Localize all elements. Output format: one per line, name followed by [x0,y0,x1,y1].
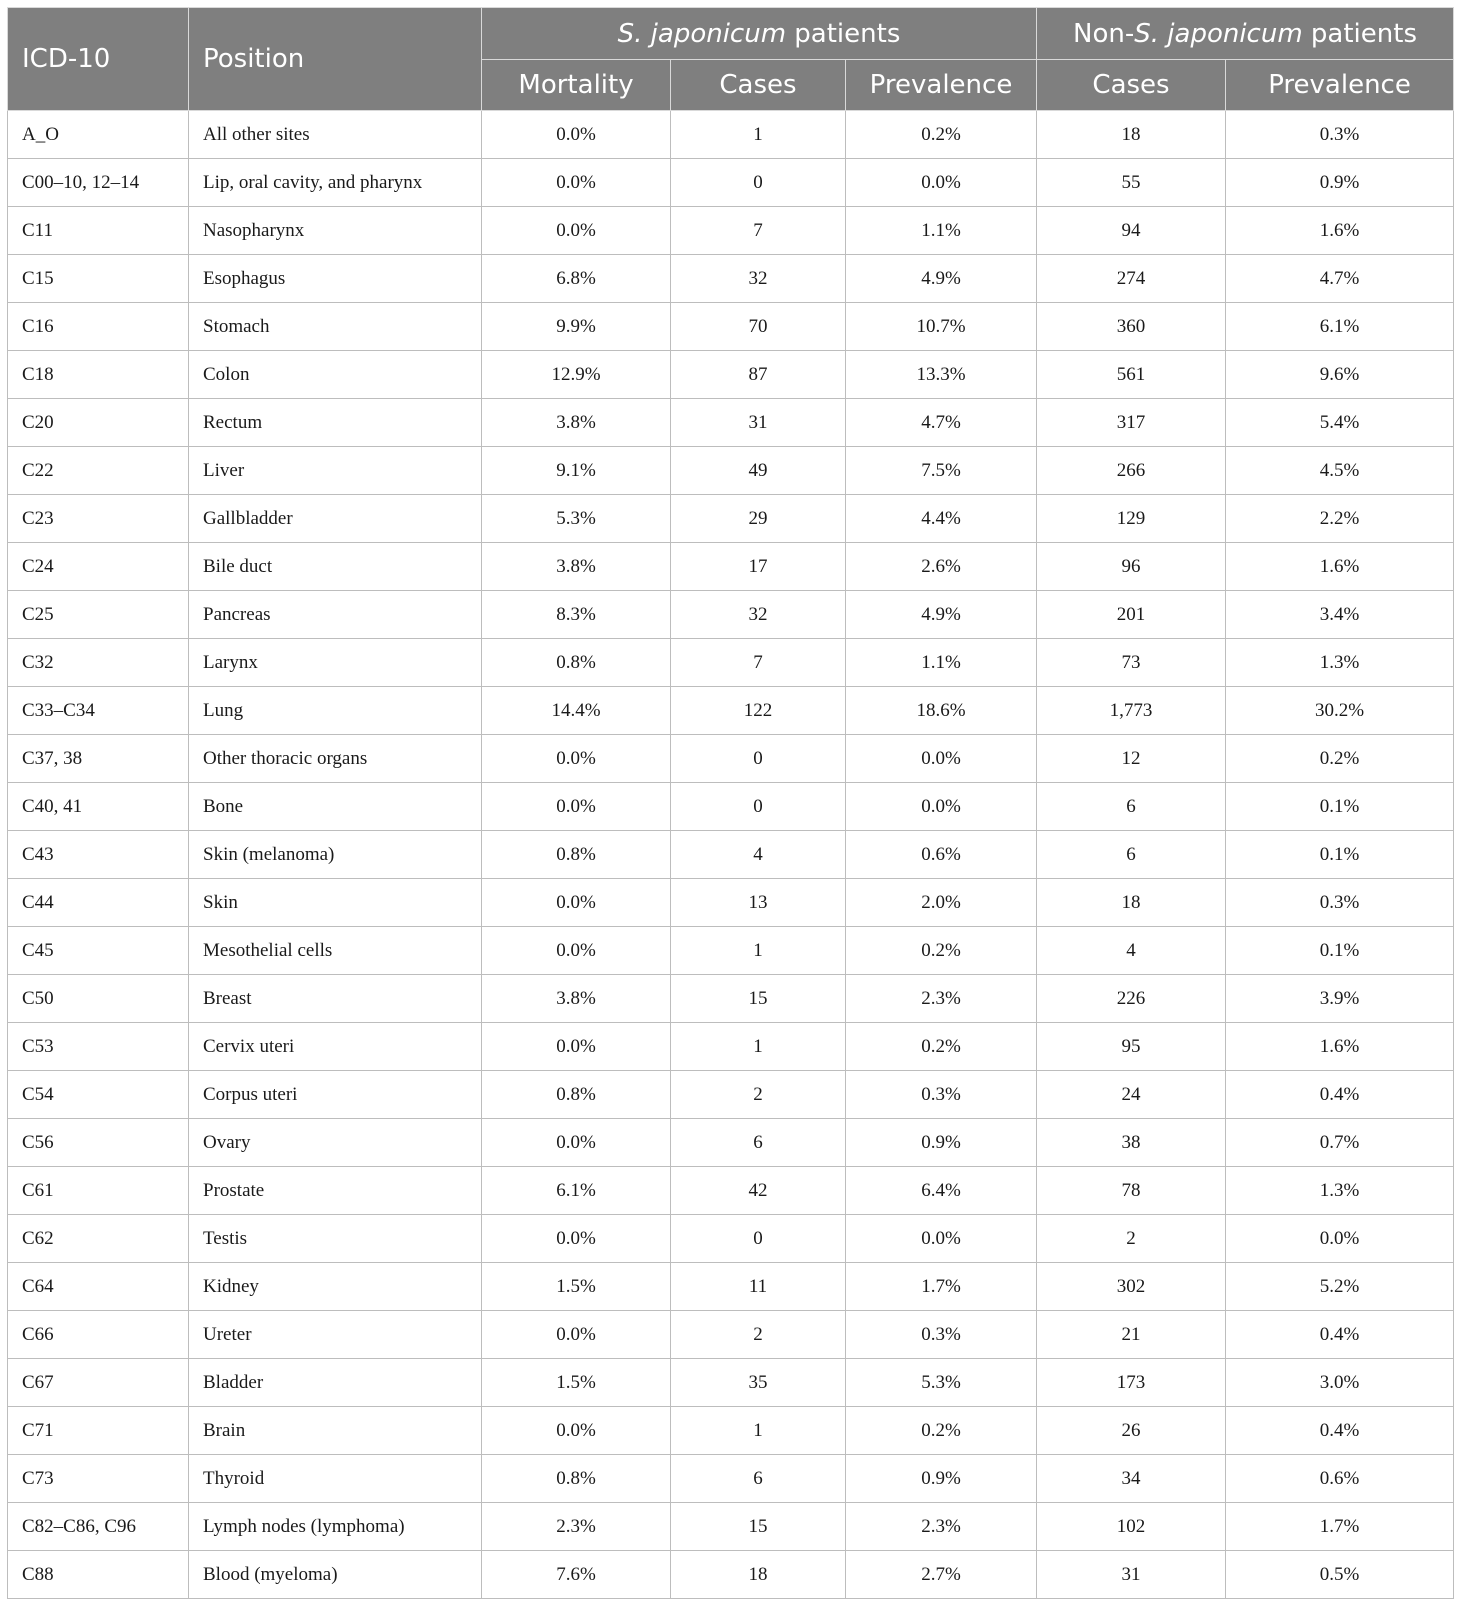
cell-sj-prevalence: 0.6% [846,831,1037,879]
cell-sj-cases: 11 [671,1263,846,1311]
cell-icd: C16 [8,303,189,351]
cell-sj-mortality: 1.5% [482,1263,671,1311]
cell-sj-prevalence: 13.3% [846,351,1037,399]
table-row [8,447,1454,495]
cell-non-cases: 55 [1037,159,1226,207]
cell-non-cases: 129 [1037,495,1226,543]
cell-icd: C11 [8,207,189,255]
cell-sj-mortality: 0.0% [482,1311,671,1359]
cell-position: Testis [189,1215,482,1263]
cell-sj-prevalence: 0.2% [846,1023,1037,1071]
cell-sj-mortality: 3.8% [482,543,671,591]
cell-non-cases: 173 [1037,1359,1226,1407]
table-row [8,687,1454,735]
cell-position: Pancreas [189,591,482,639]
cell-non-prevalence: 1.3% [1226,1167,1454,1215]
cell-sj-mortality: 5.3% [482,495,671,543]
cell-sj-prevalence: 4.4% [846,495,1037,543]
cell-non-cases: 317 [1037,399,1226,447]
cell-position: Bladder [189,1359,482,1407]
table-row [8,1071,1454,1119]
cell-sj-prevalence: 7.5% [846,447,1037,495]
cell-non-prevalence: 0.1% [1226,831,1454,879]
cell-sj-cases: 13 [671,879,846,927]
cell-sj-prevalence: 4.9% [846,591,1037,639]
header-sj-italic: S. japonicum [617,18,787,49]
cell-sj-cases: 32 [671,591,846,639]
cell-sj-prevalence: 2.3% [846,975,1037,1023]
cell-icd: C82–C86, C96 [8,1503,189,1551]
cell-position: Bile duct [189,543,482,591]
cell-sj-cases: 4 [671,831,846,879]
cell-non-cases: 102 [1037,1503,1226,1551]
header-non-sj-group [1037,8,1454,60]
cell-position: All other sites [189,111,482,159]
cell-sj-mortality: 3.8% [482,399,671,447]
cell-sj-cases: 1 [671,927,846,975]
cell-non-prevalence: 1.3% [1226,639,1454,687]
cell-non-cases: 73 [1037,639,1226,687]
cell-sj-mortality: 0.0% [482,207,671,255]
cell-non-prevalence: 30.2% [1226,687,1454,735]
cell-sj-mortality: 0.0% [482,927,671,975]
cell-icd: C33–C34 [8,687,189,735]
cell-sj-prevalence: 5.3% [846,1359,1037,1407]
table-row [8,831,1454,879]
table-row [8,399,1454,447]
cell-non-cases: 6 [1037,831,1226,879]
cell-position: Brain [189,1407,482,1455]
cell-non-cases: 34 [1037,1455,1226,1503]
cell-sj-prevalence: 2.0% [846,879,1037,927]
cell-position: Rectum [189,399,482,447]
cell-sj-cases: 31 [671,399,846,447]
cell-sj-cases: 2 [671,1311,846,1359]
cell-non-prevalence: 0.1% [1226,783,1454,831]
cell-sj-mortality: 8.3% [482,591,671,639]
cell-non-prevalence: 5.4% [1226,399,1454,447]
cell-sj-cases: 32 [671,255,846,303]
table-row [8,879,1454,927]
table-row [8,639,1454,687]
table-row [8,1455,1454,1503]
cell-non-cases: 6 [1037,783,1226,831]
cell-sj-mortality: 0.8% [482,831,671,879]
cell-position: Prostate [189,1167,482,1215]
cell-icd: C73 [8,1455,189,1503]
cell-sj-prevalence: 1.7% [846,1263,1037,1311]
cell-sj-prevalence: 10.7% [846,303,1037,351]
cell-non-prevalence: 0.9% [1226,159,1454,207]
cell-icd: C22 [8,447,189,495]
cell-non-cases: 24 [1037,1071,1226,1119]
table-row [8,351,1454,399]
cell-sj-prevalence: 4.9% [846,255,1037,303]
cell-sj-cases: 7 [671,207,846,255]
cell-sj-prevalence: 0.3% [846,1311,1037,1359]
header-non-rest: patients [1302,18,1417,49]
cell-sj-mortality: 14.4% [482,687,671,735]
cell-non-cases: 38 [1037,1119,1226,1167]
cell-sj-cases: 0 [671,1215,846,1263]
cell-sj-cases: 6 [671,1119,846,1167]
cell-position: Liver [189,447,482,495]
cell-non-cases: 302 [1037,1263,1226,1311]
cell-icd: C62 [8,1215,189,1263]
cell-sj-mortality: 2.3% [482,1503,671,1551]
cell-non-prevalence: 0.4% [1226,1071,1454,1119]
table-row [8,1311,1454,1359]
cell-non-prevalence: 0.4% [1226,1407,1454,1455]
cell-sj-cases: 0 [671,783,846,831]
cell-non-prevalence: 2.2% [1226,495,1454,543]
cell-position: Gallbladder [189,495,482,543]
cell-sj-cases: 1 [671,111,846,159]
cell-icd: C37, 38 [8,735,189,783]
cell-non-cases: 21 [1037,1311,1226,1359]
cell-sj-cases: 15 [671,1503,846,1551]
cell-icd: C54 [8,1071,189,1119]
cell-non-prevalence: 1.6% [1226,1023,1454,1071]
table-row [8,1407,1454,1455]
cell-sj-cases: 87 [671,351,846,399]
cell-sj-prevalence: 6.4% [846,1167,1037,1215]
cell-sj-mortality: 0.8% [482,1455,671,1503]
cell-non-cases: 4 [1037,927,1226,975]
cell-non-prevalence: 4.7% [1226,255,1454,303]
cell-sj-mortality: 0.0% [482,1119,671,1167]
table-row [8,927,1454,975]
cell-sj-cases: 42 [671,1167,846,1215]
cell-sj-prevalence: 4.7% [846,399,1037,447]
cell-position: Lung [189,687,482,735]
cell-sj-cases: 18 [671,1551,846,1599]
cell-non-cases: 94 [1037,207,1226,255]
cell-position: Corpus uteri [189,1071,482,1119]
cell-non-prevalence: 1.6% [1226,207,1454,255]
cell-non-cases: 26 [1037,1407,1226,1455]
cell-icd: C24 [8,543,189,591]
cell-sj-mortality: 0.0% [482,1407,671,1455]
cell-sj-cases: 2 [671,1071,846,1119]
cell-sj-prevalence: 2.7% [846,1551,1037,1599]
cell-non-prevalence: 0.3% [1226,879,1454,927]
cell-sj-prevalence: 0.3% [846,1071,1037,1119]
table-row [8,1263,1454,1311]
cell-sj-prevalence: 0.2% [846,927,1037,975]
table-row [8,735,1454,783]
cell-position: Breast [189,975,482,1023]
table-header [8,8,1454,111]
cell-icd: C64 [8,1263,189,1311]
header-sj-prevalence: Prevalence [846,60,1037,111]
cell-non-prevalence: 5.2% [1226,1263,1454,1311]
cell-sj-mortality: 9.9% [482,303,671,351]
table-row [8,783,1454,831]
header-non-prefix: Non- [1073,18,1135,49]
table-row [8,1551,1454,1599]
header-position: Position [189,8,482,111]
cell-position: Ovary [189,1119,482,1167]
cell-sj-prevalence: 0.2% [846,1407,1037,1455]
cell-sj-prevalence: 2.3% [846,1503,1037,1551]
cell-sj-prevalence: 1.1% [846,207,1037,255]
cell-sj-mortality: 9.1% [482,447,671,495]
cell-position: Nasopharynx [189,207,482,255]
cell-non-prevalence: 0.1% [1226,927,1454,975]
cell-sj-prevalence: 0.2% [846,111,1037,159]
table-row [8,495,1454,543]
header-sj-rest: patients [786,18,901,49]
cell-sj-prevalence: 0.9% [846,1455,1037,1503]
cell-position: Other thoracic organs [189,735,482,783]
cell-sj-cases: 70 [671,303,846,351]
cell-sj-mortality: 0.0% [482,1215,671,1263]
cell-position: Cervix uteri [189,1023,482,1071]
cell-icd: C56 [8,1119,189,1167]
cell-icd: C40, 41 [8,783,189,831]
header-non-italic: S. japonicum [1134,18,1303,49]
cell-position: Lip, oral cavity, and pharynx [189,159,482,207]
cell-non-cases: 274 [1037,255,1226,303]
cell-non-prevalence: 9.6% [1226,351,1454,399]
cell-position: Blood (myeloma) [189,1551,482,1599]
cell-position: Kidney [189,1263,482,1311]
cell-sj-mortality: 1.5% [482,1359,671,1407]
cell-position: Bone [189,783,482,831]
cell-non-prevalence: 0.3% [1226,111,1454,159]
cell-icd: C23 [8,495,189,543]
cell-icd: C15 [8,255,189,303]
cell-icd: C45 [8,927,189,975]
cell-non-cases: 266 [1037,447,1226,495]
cell-position: Esophagus [189,255,482,303]
cell-position: Ureter [189,1311,482,1359]
cell-position: Skin (melanoma) [189,831,482,879]
cancer-table-container [7,7,1453,1599]
header-sj-group [482,8,1037,60]
cell-sj-prevalence: 18.6% [846,687,1037,735]
cell-position: Thyroid [189,1455,482,1503]
cell-sj-cases: 1 [671,1023,846,1071]
header-sj-cases: Cases [671,60,846,111]
header-non-prevalence: Prevalence [1226,60,1454,111]
cell-sj-cases: 0 [671,735,846,783]
cell-non-prevalence: 3.4% [1226,591,1454,639]
cell-sj-mortality: 0.0% [482,783,671,831]
table-row [8,207,1454,255]
cell-icd: C88 [8,1551,189,1599]
table-row [8,591,1454,639]
cell-position: Larynx [189,639,482,687]
table-row [8,159,1454,207]
cell-sj-cases: 15 [671,975,846,1023]
header-icd: ICD-10 [8,8,189,111]
table-row [8,975,1454,1023]
cell-icd: C67 [8,1359,189,1407]
cell-sj-mortality: 0.8% [482,1071,671,1119]
cell-non-cases: 78 [1037,1167,1226,1215]
cell-non-cases: 2 [1037,1215,1226,1263]
cell-sj-prevalence: 0.0% [846,783,1037,831]
cell-position: Lymph nodes (lymphoma) [189,1503,482,1551]
table-row [8,1023,1454,1071]
cell-non-cases: 31 [1037,1551,1226,1599]
cell-non-prevalence: 4.5% [1226,447,1454,495]
cell-sj-prevalence: 0.0% [846,1215,1037,1263]
cell-sj-cases: 6 [671,1455,846,1503]
table-row [8,255,1454,303]
cell-sj-cases: 1 [671,1407,846,1455]
cell-non-prevalence: 1.6% [1226,543,1454,591]
cancer-prevalence-table [7,7,1454,1599]
cell-icd: C20 [8,399,189,447]
cell-sj-cases: 0 [671,159,846,207]
cell-sj-cases: 17 [671,543,846,591]
cell-non-prevalence: 0.5% [1226,1551,1454,1599]
table-row [8,1119,1454,1167]
cell-sj-mortality: 0.0% [482,1023,671,1071]
cell-sj-mortality: 0.0% [482,111,671,159]
cell-sj-cases: 49 [671,447,846,495]
cell-icd: C00–10, 12–14 [8,159,189,207]
cell-icd: C53 [8,1023,189,1071]
cell-icd: C50 [8,975,189,1023]
cell-icd: C18 [8,351,189,399]
cell-position: Skin [189,879,482,927]
cell-sj-cases: 122 [671,687,846,735]
table-row [8,543,1454,591]
table-row [8,303,1454,351]
header-non-cases: Cases [1037,60,1226,111]
cell-sj-mortality: 3.8% [482,975,671,1023]
cell-non-cases: 561 [1037,351,1226,399]
cell-non-prevalence: 0.0% [1226,1215,1454,1263]
cell-sj-mortality: 0.0% [482,879,671,927]
cell-non-prevalence: 0.7% [1226,1119,1454,1167]
cell-position: Mesothelial cells [189,927,482,975]
cell-non-prevalence: 3.9% [1226,975,1454,1023]
cell-non-prevalence: 0.4% [1226,1311,1454,1359]
table-row [8,111,1454,159]
cell-non-prevalence: 6.1% [1226,303,1454,351]
cell-non-cases: 95 [1037,1023,1226,1071]
cell-non-cases: 18 [1037,879,1226,927]
cell-non-prevalence: 3.0% [1226,1359,1454,1407]
cell-icd: C43 [8,831,189,879]
cell-position: Stomach [189,303,482,351]
cell-icd: C44 [8,879,189,927]
cell-non-prevalence: 0.6% [1226,1455,1454,1503]
cell-sj-mortality: 12.9% [482,351,671,399]
header-sj-mortality: Mortality [482,60,671,111]
table-row [8,1215,1454,1263]
cell-sj-mortality: 6.8% [482,255,671,303]
cell-icd: C61 [8,1167,189,1215]
cell-non-cases: 201 [1037,591,1226,639]
cell-sj-mortality: 0.0% [482,735,671,783]
cell-non-cases: 96 [1037,543,1226,591]
cell-sj-prevalence: 2.6% [846,543,1037,591]
cell-non-cases: 12 [1037,735,1226,783]
cell-non-cases: 360 [1037,303,1226,351]
cell-icd: C66 [8,1311,189,1359]
table-row [8,1359,1454,1407]
cell-icd: C25 [8,591,189,639]
table-row [8,1167,1454,1215]
cell-sj-prevalence: 1.1% [846,639,1037,687]
cell-sj-cases: 7 [671,639,846,687]
cell-sj-prevalence: 0.0% [846,159,1037,207]
cell-sj-prevalence: 0.9% [846,1119,1037,1167]
cell-sj-prevalence: 0.0% [846,735,1037,783]
cell-sj-mortality: 7.6% [482,1551,671,1599]
cell-non-prevalence: 1.7% [1226,1503,1454,1551]
cell-sj-mortality: 6.1% [482,1167,671,1215]
cell-sj-cases: 29 [671,495,846,543]
cell-position: Colon [189,351,482,399]
cell-icd: C32 [8,639,189,687]
cell-sj-cases: 35 [671,1359,846,1407]
cell-non-prevalence: 0.2% [1226,735,1454,783]
cell-non-cases: 226 [1037,975,1226,1023]
table-row [8,1503,1454,1551]
cell-sj-mortality: 0.8% [482,639,671,687]
table-body [8,111,1454,1599]
cell-sj-mortality: 0.0% [482,159,671,207]
cell-non-cases: 18 [1037,111,1226,159]
cell-icd: C71 [8,1407,189,1455]
cell-non-cases: 1,773 [1037,687,1226,735]
cell-icd: A_O [8,111,189,159]
